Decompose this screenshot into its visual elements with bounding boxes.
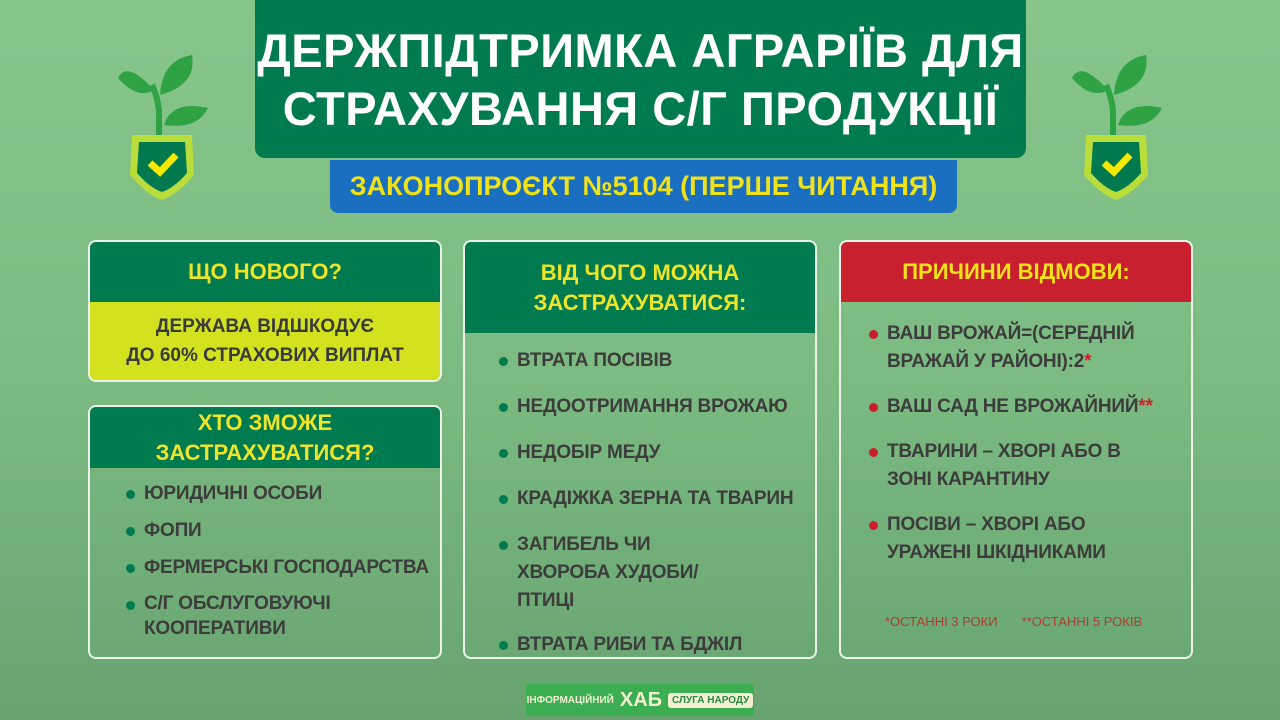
refusal-heading: ПРИЧИНИ ВІДМОВИ: [841,242,1191,302]
who-heading: ХТО ЗМОЖЕ ЗАСТРАХУВАТИСЯ? [90,407,440,468]
bullet-icon [499,495,508,504]
bullet-icon [869,521,878,530]
list-item: ФЕРМЕРСЬКІ ГОСПОДАРСТВА [120,554,440,582]
list-item: КРАДІЖКА ЗЕРНА ТА ТВАРИН [493,485,815,513]
footnote-1: *ОСТАННІ 3 РОКИ [885,614,998,629]
plant-shield-icon-left [112,50,212,205]
bullet-icon [126,527,135,536]
what-new-line-1: ДЕРЖАВА ВІДШКОДУЄ [155,316,375,337]
subtitle-bar: ЗАКОНОПРОЄКТ №5104 (ПЕРШЕ ЧИТАННЯ) [330,160,957,213]
list-item: ЗАГИБЕЛЬ ЧИ ХВОРОБА ХУДОБИ/ПТИЦІ [493,531,743,615]
plant-shield-icon-right [1066,50,1166,205]
page-title [255,0,1026,158]
title-line-2: СТРАХУВАННЯ С/Г ПРОДУКЦІЇ [282,82,999,135]
bullet-icon [869,330,878,339]
bullet-icon [869,403,878,412]
bullet-icon [499,541,508,550]
title-line-1: ДЕРЖПІДТРИМКА АГРАРІЇВ ДЛЯ [257,24,1024,77]
bullet-icon [126,564,135,573]
what-new-heading: ЩО НОВОГО? [90,242,440,302]
footnotes [885,614,1142,629]
list-item: ФОПИ [120,517,440,545]
list-item: НЕДОБІР МЕДУ [493,439,815,467]
bullet-icon [869,448,878,457]
refusal-card [839,240,1193,659]
list-item: НЕДООТРИМАННЯ ВРОЖАЮ [493,393,815,421]
list-item: ВАШ САД НЕ ВРОЖАЙНИЙ** [863,393,1171,421]
list-item: ВАШ ВРОЖАЙ=(СЕРЕДНІЙ ВРАЖАЙ У РАЙОНІ):2* [863,320,1171,376]
bullet-icon [499,641,508,650]
footer-logo [526,684,754,716]
list-item: С/Г ОБСЛУГОВУЮЧІ КООПЕРАТИВИ [120,591,370,641]
list-item: ВТРАТА ПОСІВІВ [493,347,815,375]
bullet-icon [126,601,135,610]
risks-heading: ВІД ЧОГО МОЖНА ЗАСТРАХУВАТИСЯ: [465,242,815,333]
bullet-icon [126,490,135,499]
bullet-icon [499,403,508,412]
footer-logo-text-b: ХАБ [619,688,663,711]
list-item: ВТРАТА РИБИ ТА БДЖІЛ [493,631,815,659]
who-card [88,405,442,659]
what-new-line-2: ДО 60% СТРАХОВИХ ВИПЛАТ [126,345,404,366]
list-item: ЮРИДИЧНІ ОСОБИ [120,480,440,508]
footer-logo-badge: СЛУГА НАРОДУ [668,693,753,708]
risks-card [463,240,817,659]
what-new-card [88,240,442,382]
bullet-icon [499,357,508,366]
footer-logo-text-a: ІНФОРМАЦІЙНИЙ [526,694,614,706]
footnote-2: **ОСТАННІ 5 РОКІВ [1021,614,1143,629]
bullet-icon [499,449,508,458]
list-item: ТВАРИНИ – ХВОРІ АБО В ЗОНІ КАРАНТИНУ [863,438,1123,494]
list-item: ПОСІВИ – ХВОРІ АБО УРАЖЕНІ ШКІДНИКАМИ [863,511,1171,567]
what-new-body [90,302,440,382]
